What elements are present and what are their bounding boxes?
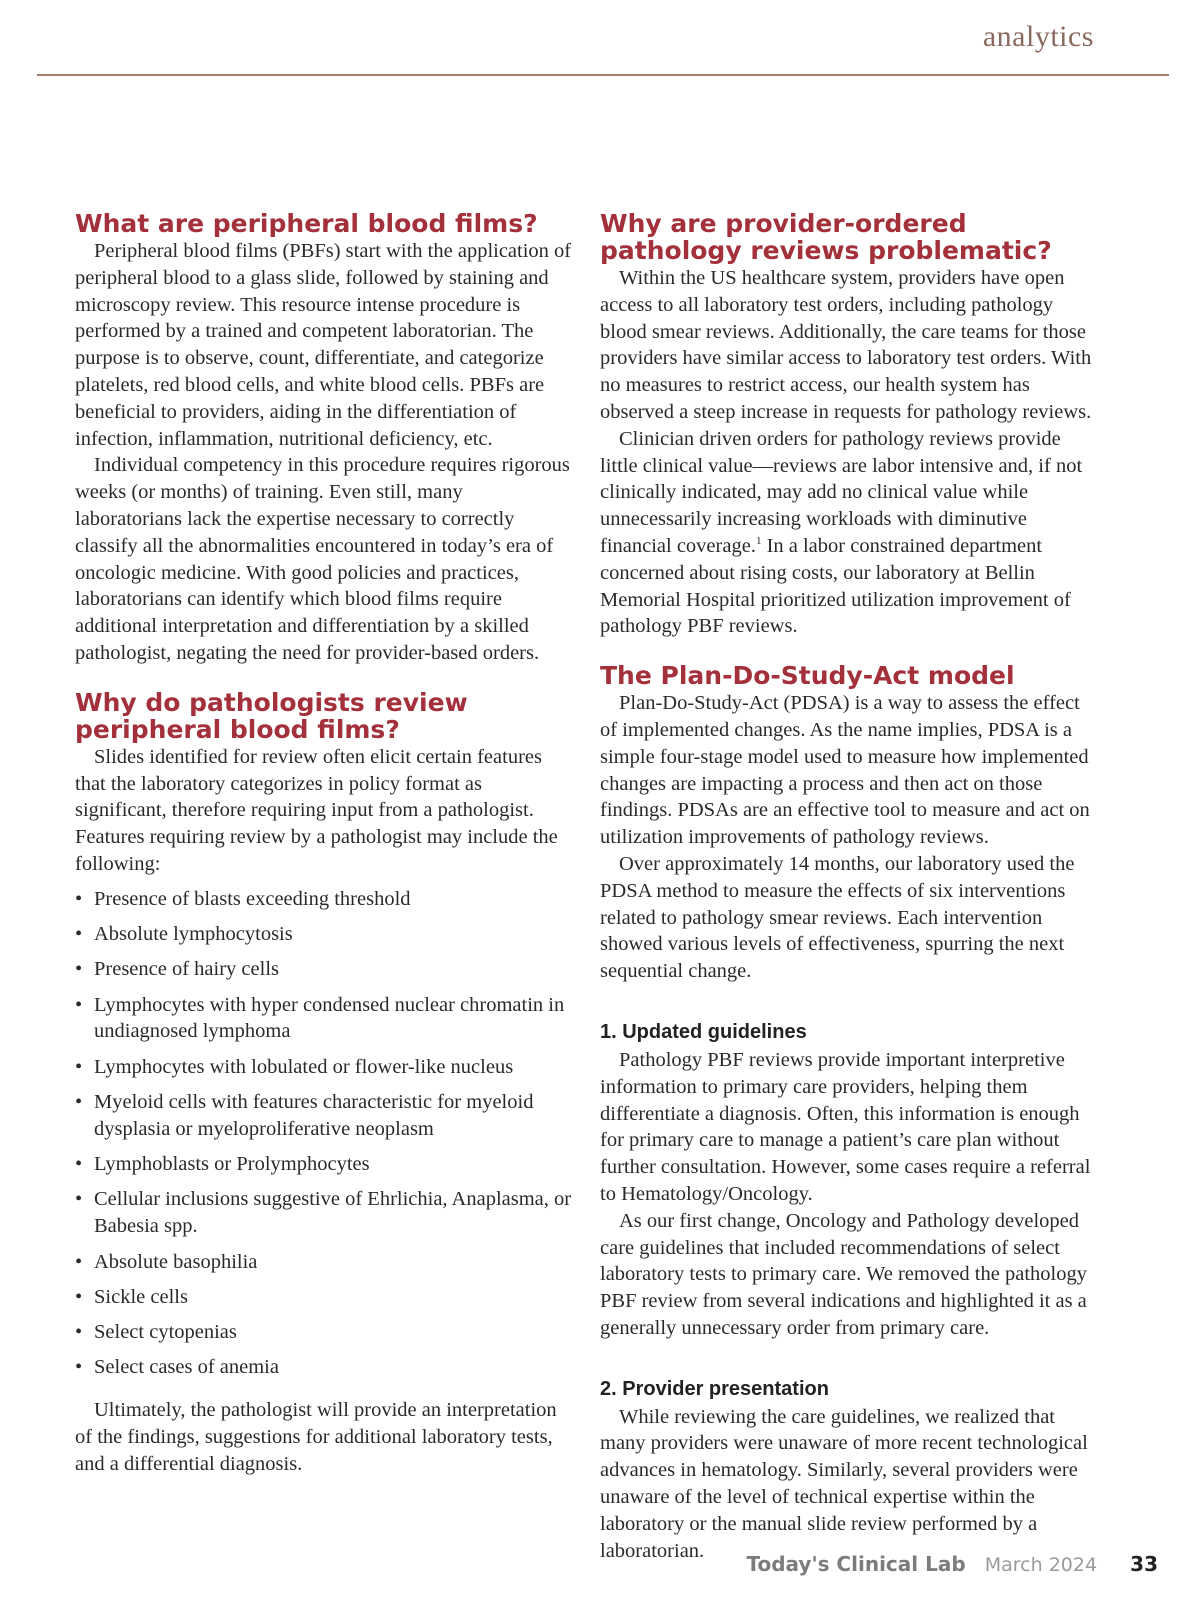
footnote-reference: 1 (755, 535, 762, 548)
heading-why-pathologists-review: Why do pathologists review peripheral blood films? (75, 687, 468, 744)
list-item: • Select cytopenias (75, 1319, 573, 1346)
subheading-provider-presentation: 2. Provider presentation (600, 1377, 829, 1400)
paragraph: Individual competency in this procedure requires rigorous weeks (or months) of training. Even still, many laboratorians lack the expertise necessary to correctly classify all the abnormalities encountered in today’s era of oncologic medicine. With good policies and practices, laboratorians can identify which blood films require additional interpretation and differentiation by a skilled pathologist, negating the need for provider-based orders. (75, 454, 570, 664)
list-item: • Cellular inclusions suggestive of Ehrlichia, Anaplasma, or Babesia spp. (75, 1186, 573, 1240)
paragraph (600, 426, 1098, 640)
review-features-list (75, 886, 573, 1381)
heading-provider-ordered-reviews: Why are provider-ordered pathology reviews problematic? (600, 209, 1052, 265)
publication-name: Today's Clinical Lab (746, 1552, 966, 1576)
list-item: • Absolute basophilia (75, 1249, 573, 1276)
paragraph: Ultimately, the pathologist will provide an interpretation of the findings, suggestions for additional laboratory tests, and a differential diagnosis. (75, 1399, 557, 1475)
list-item: • Presence of blasts exceeding threshold (75, 886, 573, 913)
issue-date: March 2024 (984, 1554, 1098, 1576)
subheading-updated-guidelines: 1. Updated guidelines (600, 1020, 807, 1043)
paragraph: Peripheral blood films (PBFs) start with the application of peripheral blood to a glass slide, followed by staining and microscopy review. This resource intense procedure is performed by a trained and competent laboratorian. The purpose is to observe, count, differentiate, and categorize platelets, red blood cells, and white blood cells. PBFs are beneficial to providers, aiding in the differentiation of infection, inflammation, nutritional deficiency, etc. (75, 240, 572, 450)
paragraph: As our first change, Oncology and Pathology developed care guidelines that included recommendations of select laboratory tests to primary care. We removed the pathology PBF review from several indications and highlighted it as a generally unnecessary order from primary care. (600, 1209, 1087, 1339)
list-item: • Lymphoblasts or Prolymphocytes (75, 1151, 573, 1178)
paragraph: Over approximately 14 months, our laboratory used the PDSA method to measure the effects of six interventions related to pathology smear reviews. Each intervention showed various levels of effectiveness, spurring the next sequential change. (600, 852, 1075, 983)
list-item: • Absolute lymphocytosis (75, 921, 573, 948)
paragraph: While reviewing the care guidelines, we realized that many providers were unaware of more recent technological advances in hematology. Similarly, several providers were unaware of the level of technical expertise within the laboratory or the manual slide review performed by a laboratorian. (600, 1405, 1088, 1562)
list-item: • Sickle cells (75, 1284, 573, 1311)
list-item: • Presence of hairy cells (75, 956, 573, 983)
heading-peripheral-blood-films: What are peripheral blood films? (75, 209, 538, 238)
section-tag: analytics (982, 20, 1094, 53)
header-divider (37, 74, 1169, 76)
paragraph: Within the US healthcare system, providers have open access to all laboratory test orders, including pathology blood smear reviews. Additionally, the care teams for those providers have similar access to laboratory test orders. With no measures to restrict access, our health system has observed a steep increase in requests for pathology reviews. (600, 267, 1092, 423)
right-column (600, 210, 1098, 1564)
list-item: • Myeloid cells with features characteristic for myeloid dysplasia or myeloproliferative neoplasm (75, 1089, 573, 1143)
left-column (75, 210, 573, 1478)
heading-pdsa-model: The Plan-Do-Study-Act model (600, 661, 1015, 691)
list-item: • Lymphocytes with lobulated or flower-like nucleus (75, 1054, 573, 1081)
paragraph: Pathology PBF reviews provide important interpretive information to primary care providers, helping them differentiate a diagnosis. Often, this information is enough for primary care to manage a patient’s care plan without further consultation. However, some cases require a referral to Hematology/Oncology. (600, 1048, 1091, 1205)
paragraph-text: Clinician driven orders for pathology reviews provide little clinical value—reviews are labor intensive and, if not clinically indicated, may add no clinical value while unnecessarily increasing workloads with diminutive financial coverage. (600, 427, 1083, 557)
page-number: 33 (1130, 1552, 1158, 1576)
page-footer (746, 1552, 1158, 1576)
list-item: • Lymphocytes with hyper condensed nuclear chromatin in undiagnosed lymphoma (75, 992, 573, 1046)
paragraph: Slides identified for review often elicit certain features that the laboratory categorizes in policy format as significant, therefore requiring input from a pathologist. Features requiring review by a pathologist may include the following: (75, 745, 558, 875)
list-item: • Select cases of anemia (75, 1354, 573, 1381)
paragraph: Plan-Do-Study-Act (PDSA) is a way to assess the effect of implemented changes. As the name implies, PDSA is a simple four-stage model used to measure how implemented changes are impacting a process and then act on those findings. PDSAs are an effective tool to measure and act on utilization improvements of pathology reviews. (600, 692, 1090, 849)
paragraph-text: In a labor constrained department concerned about rising costs, our laboratory at Bellin Memorial Hospital prioritized utilization improvement of pathology PBF reviews. (600, 534, 1071, 638)
